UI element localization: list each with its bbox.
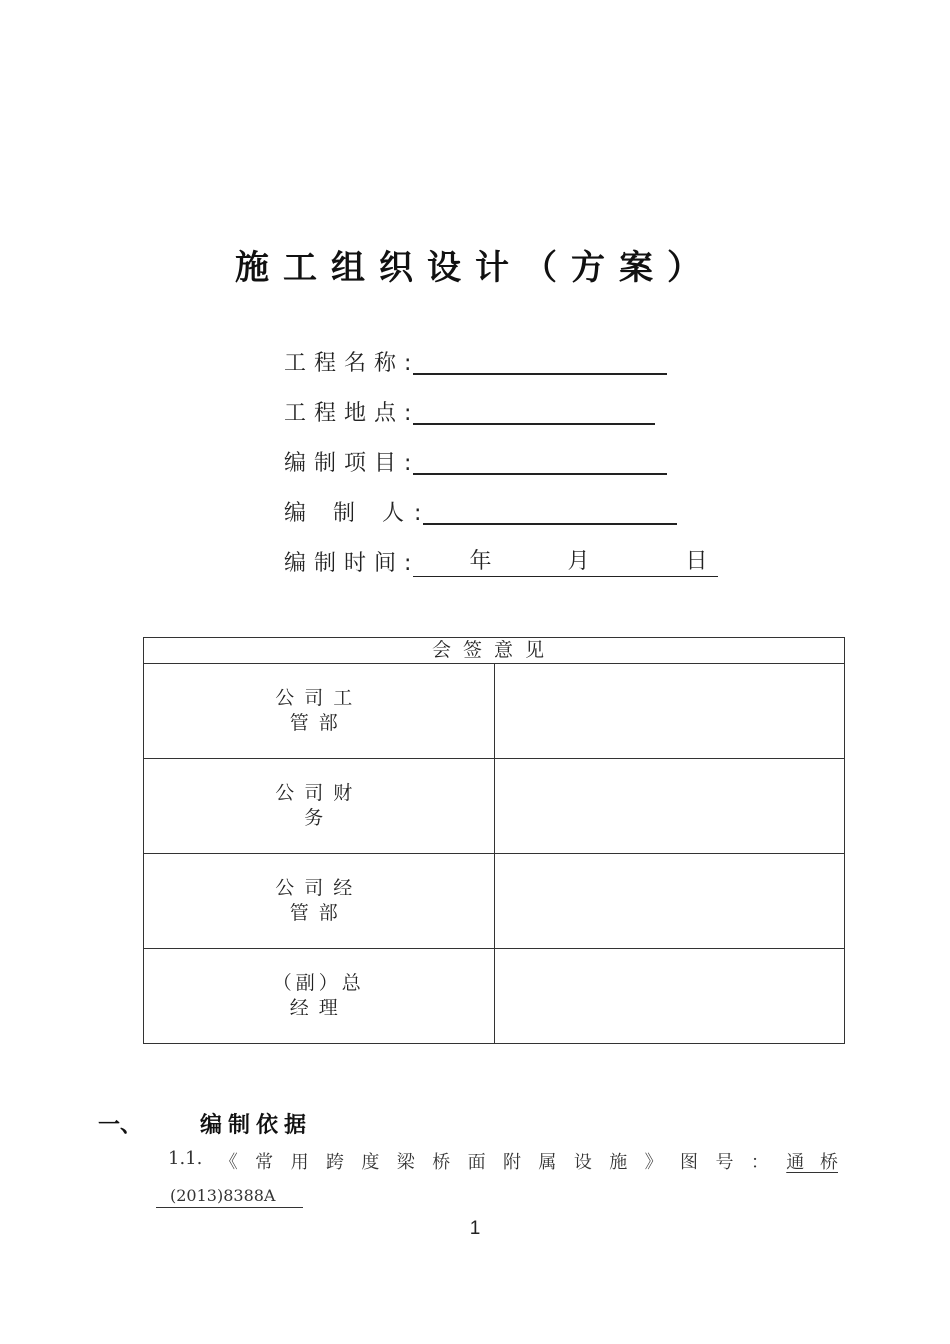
ref-char: 桥: [432, 1152, 451, 1173]
sign-off-table: [143, 637, 845, 1044]
colon: :: [404, 401, 412, 426]
page-number: 1: [469, 1218, 481, 1239]
ref-char: 属: [538, 1152, 557, 1173]
project-name-blank[interactable]: [413, 351, 667, 375]
row-label-engineering: [144, 664, 495, 759]
day-label: 日: [685, 549, 708, 574]
opinion-cell-finance[interactable]: [494, 759, 845, 854]
form-row-compile-item: [284, 448, 667, 478]
row-label-general-manager: [144, 949, 495, 1044]
table-row: [144, 759, 845, 854]
ref-char: ：: [750, 1152, 769, 1173]
compile-time-label: 编制时间: [284, 551, 405, 576]
ref-char: 》: [644, 1152, 663, 1173]
colon: :: [414, 501, 422, 526]
compiler-blank[interactable]: [423, 501, 677, 525]
table-row: [144, 664, 845, 759]
form-row-project-name: [284, 348, 667, 378]
drawing-code-part2: (2013)8388A: [156, 1186, 303, 1208]
ref-char: 用: [290, 1152, 309, 1173]
compile-date-blank[interactable]: [413, 550, 718, 577]
ref-char: 度: [361, 1152, 380, 1173]
colon: :: [404, 351, 412, 376]
row-label-business: [144, 854, 495, 949]
table-row: [144, 949, 845, 1044]
project-location-blank[interactable]: [413, 401, 655, 425]
row-label-line: 公司工: [275, 687, 363, 709]
section-title: 编制依据: [200, 1113, 313, 1138]
colon: :: [404, 551, 412, 576]
ref-char: 号: [715, 1152, 734, 1173]
ref-char: 面: [467, 1152, 486, 1173]
row-label-line: 经理: [289, 997, 348, 1019]
ref-char: 常: [255, 1152, 274, 1173]
compile-item-label: 编制项目: [284, 451, 405, 476]
colon: :: [404, 451, 412, 476]
month-label: 月: [567, 549, 590, 574]
row-label-finance: [144, 759, 495, 854]
row-label-line: 务: [304, 807, 334, 829]
row-label-line: 管部: [289, 712, 348, 734]
section-number: 一、: [98, 1113, 143, 1138]
document-title: 施工组织设计（方案）: [235, 248, 715, 288]
compiler-label: 编 制 人: [284, 501, 414, 526]
ref-char: 梁: [396, 1152, 415, 1173]
form-row-compiler: [284, 498, 677, 528]
year-label: 年: [469, 549, 492, 574]
drawing-code-part1: 通 桥: [786, 1152, 838, 1173]
row-label-line: 公司财: [275, 782, 363, 804]
reference-line: [168, 1148, 838, 1174]
row-label-line: 管部: [289, 902, 348, 924]
ref-char: 施: [609, 1152, 628, 1173]
table-row: [144, 854, 845, 949]
row-label-line: （副）总: [272, 972, 365, 994]
sign-off-header: 会签意见: [144, 638, 845, 664]
form-row-project-location: [284, 398, 655, 428]
row-label-line: 公司经: [275, 877, 363, 899]
form-row-compile-time: [284, 548, 718, 578]
ref-char: 跨: [325, 1152, 344, 1173]
opinion-cell-engineering[interactable]: [494, 664, 845, 759]
opinion-cell-business[interactable]: [494, 854, 845, 949]
project-name-label: 工程名称: [284, 351, 405, 376]
ref-char: 设: [573, 1152, 592, 1173]
ref-char: 《: [219, 1152, 238, 1173]
ref-char: 图: [680, 1152, 699, 1173]
opinion-cell-general-manager[interactable]: [494, 949, 845, 1044]
project-location-label: 工程地点: [284, 401, 405, 426]
reference-index: 1.1.: [168, 1148, 203, 1169]
compile-item-blank[interactable]: [413, 451, 667, 475]
ref-char: 附: [503, 1152, 522, 1173]
